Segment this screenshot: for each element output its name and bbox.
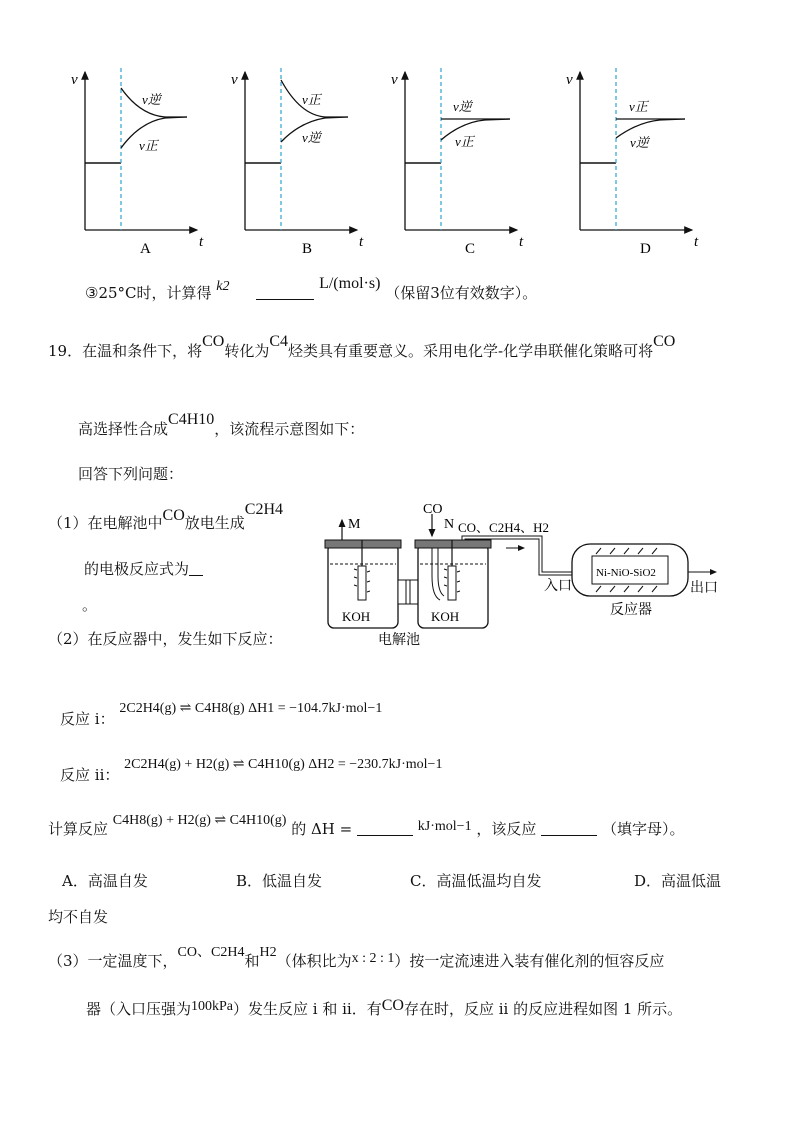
- spontaneity-blank[interactable]: [541, 821, 597, 836]
- q19-text: 器（入口压强为: [86, 1000, 192, 1018]
- q19-text: ）发生反应 i 和 ii．有: [233, 1000, 382, 1018]
- delta-h-blank[interactable]: [357, 821, 413, 836]
- label-m: M: [348, 517, 361, 532]
- q19-text: （填字母）。: [601, 820, 685, 838]
- label-co-in: CO: [423, 502, 443, 517]
- q19-text: ，该反应: [476, 820, 537, 838]
- label-cell: 电解池: [378, 633, 420, 648]
- label-n: N: [444, 517, 455, 532]
- option-a[interactable]: A．高温自发: [62, 872, 148, 890]
- axis-t-label: t: [519, 234, 524, 250]
- q19-line1: [48, 333, 676, 361]
- q19-text: ，该流程示意图如下：: [214, 420, 365, 438]
- option-c[interactable]: C．高温低温均自发: [410, 872, 542, 890]
- q19-text: 的电极反应式为: [84, 560, 190, 578]
- curve-label: v正: [139, 138, 158, 153]
- reaction-equation: 2C2H4(g) + H2(g) ⇌ C4H10(g) ΔH2 = −230.7kJ·mol−1: [124, 757, 443, 772]
- graph-a: [71, 68, 204, 257]
- label-flow-gases: CO、C2H4、H2: [458, 520, 550, 535]
- label-reactor: 反应器: [610, 603, 652, 618]
- q18-3-line: [85, 275, 538, 303]
- q19-text: 存在时，反应 ii 的反应进程如图 1 所示。: [403, 1000, 683, 1018]
- curve-label: v逆: [630, 135, 649, 150]
- graph-label: A: [140, 241, 151, 257]
- calc-unit: kJ·mol−1: [417, 819, 472, 834]
- q19-text: （3）一定温度下，: [48, 952, 178, 970]
- option-d[interactable]: D．高温低温: [634, 872, 722, 890]
- k2-unit: L/(mol·s): [319, 275, 381, 292]
- axis-v-label: v: [391, 72, 398, 88]
- axis-t-label: t: [199, 234, 204, 250]
- option-d-wrap: 均不自发: [48, 908, 109, 926]
- curve-label: v逆: [453, 99, 472, 114]
- q19-text: 和: [244, 952, 260, 970]
- axis-t-label: t: [694, 234, 699, 250]
- q19-line2: [78, 411, 365, 439]
- formula-co: CO: [381, 997, 404, 1014]
- q19-text: 放电生成: [184, 514, 245, 532]
- option-b[interactable]: B．低温自发: [236, 872, 323, 890]
- curve-label: v逆: [302, 130, 321, 145]
- electrolysis-apparatus: [320, 496, 725, 656]
- part3-line1: [48, 945, 665, 971]
- reaction-i: [60, 696, 383, 728]
- calc-line: [48, 813, 685, 839]
- formula-co: CO: [653, 333, 676, 350]
- q19-text: 高选择性合成: [78, 420, 169, 438]
- graph-label: B: [302, 241, 313, 257]
- formula-c4h10: C4H10: [168, 411, 215, 428]
- axis-t-label: t: [359, 234, 364, 250]
- part1-line2: [84, 558, 203, 579]
- curve-label: v正: [629, 99, 648, 114]
- q19-text: 烃类具有重要意义。采用电化学-化学串联催化策略可将: [288, 342, 654, 360]
- reaction-label: 反应 ii：: [60, 766, 120, 784]
- part3-line2: [86, 998, 682, 1019]
- q19-text: 的 ΔH =: [291, 820, 353, 838]
- formula-co: CO: [202, 333, 225, 350]
- pressure: 100kPa: [191, 999, 234, 1014]
- label-inlet: 入口: [544, 579, 572, 594]
- formula-c2h4: C2H4: [244, 501, 284, 518]
- formula-h2: H2: [259, 945, 277, 960]
- formula-gases: CO、C2H4: [177, 945, 245, 960]
- q19-text: （1）在电解池中: [48, 514, 163, 532]
- graph-d: [566, 68, 699, 257]
- label-outlet: 出口: [690, 581, 718, 596]
- label-koh-right: KOH: [431, 609, 460, 624]
- part2-line: （2）在反应器中，发生如下反应：: [48, 630, 283, 648]
- reaction-label: 反应 i：: [60, 710, 115, 728]
- graph-label: D: [640, 241, 651, 257]
- curve-label: v正: [455, 134, 474, 149]
- graph-c: [391, 68, 524, 257]
- axis-v-label: v: [566, 72, 573, 88]
- q19-text: （体积比为: [276, 952, 352, 970]
- ratio: x : 2 : 1: [351, 951, 395, 966]
- answer-intro: 回答下列问题：: [78, 465, 184, 483]
- part1-end: 。: [82, 596, 98, 614]
- curve-label: v逆: [142, 92, 161, 107]
- q18-3-note: （保留3位有效数字）。: [385, 284, 538, 302]
- reaction-ii: [60, 752, 443, 784]
- curve-label: v正: [302, 92, 321, 107]
- label-koh-left: KOH: [342, 609, 371, 624]
- label-catalyst: Ni-NiO-SiO2: [596, 567, 656, 579]
- calc-equation: C4H8(g) + H2(g) ⇌ C4H10(g): [112, 813, 287, 828]
- graph-label: C: [465, 241, 476, 257]
- formula-c4: C4: [269, 333, 289, 350]
- q19-text: ）按一定流速进入装有催化剂的恒容反应: [394, 952, 665, 970]
- k2-blank[interactable]: [256, 285, 314, 300]
- formula-co: CO: [162, 507, 185, 524]
- axis-v-label: v: [231, 72, 238, 88]
- axis-v-label: v: [71, 72, 78, 88]
- part1-line: [48, 501, 284, 533]
- q18-3-prefix: ③25°C时，计算得: [85, 284, 212, 302]
- graph-b: [231, 68, 364, 257]
- q19-text: 转化为: [224, 342, 270, 360]
- electrode-equation-blank[interactable]: [189, 561, 203, 576]
- k2-symbol: k2: [216, 279, 230, 294]
- q19-text: 计算反应: [48, 820, 109, 838]
- reaction-equation: 2C2H4(g) ⇌ C4H8(g) ΔH1 = −104.7kJ·mol−1: [119, 701, 383, 716]
- q19-text: 19．在温和条件下，将: [48, 342, 203, 360]
